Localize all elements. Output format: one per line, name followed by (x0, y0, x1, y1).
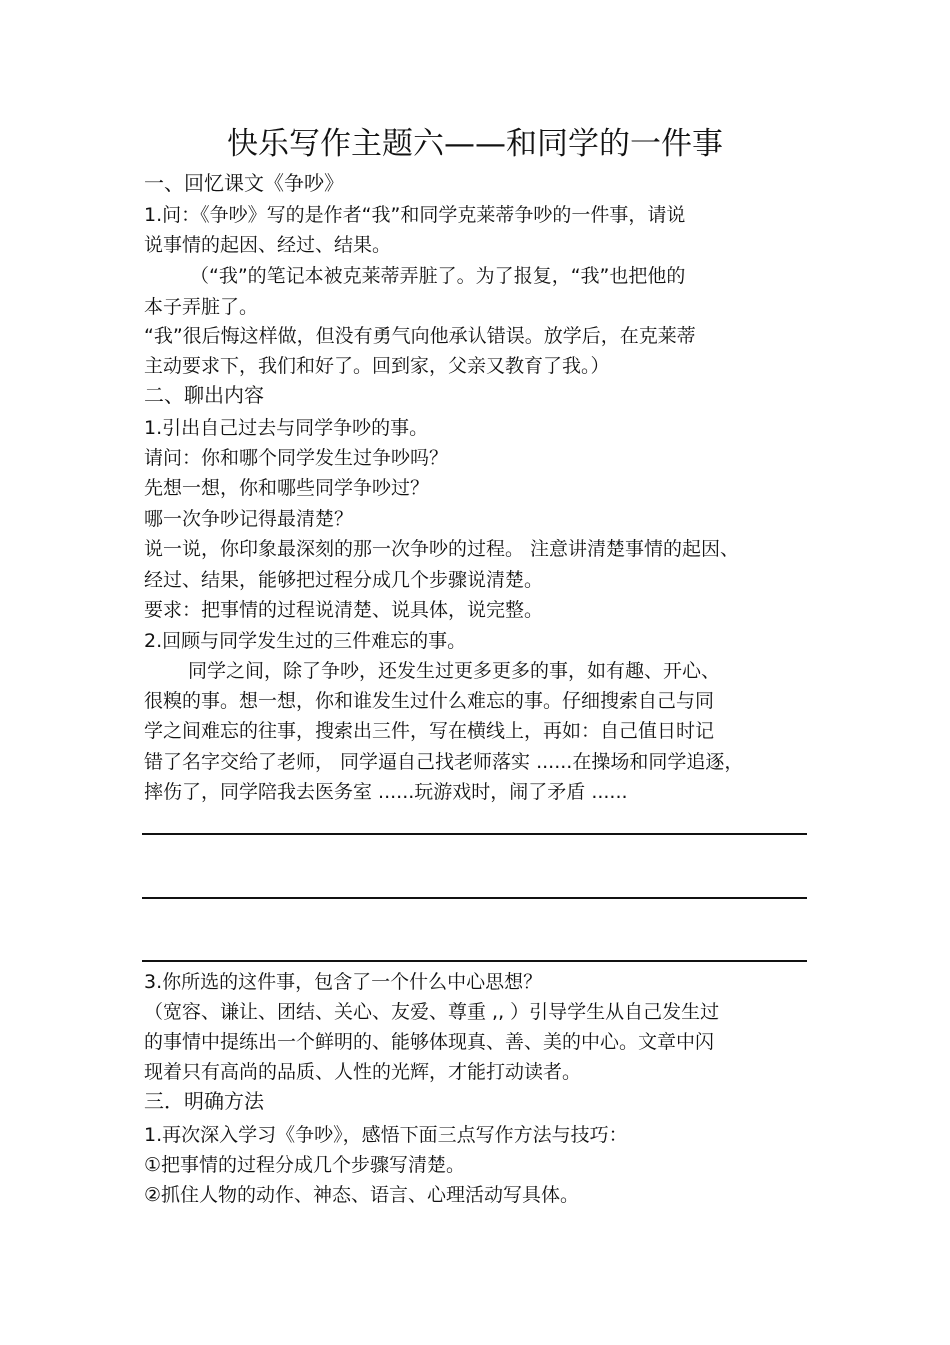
answer-line-3: “我”很后悔这样做，但没有勇气向他承认错误。放学后，在克莱蒂 (144, 325, 696, 347)
answer-line-4: 主动要求下，我们和好了。回到家，父亲又教育了我。） (144, 355, 610, 377)
prompt-line-3: 哪一次争吵记得最清楚？ (144, 508, 354, 530)
prompt-line-5: 经过、结果，能够把过程分成几个步骤说清楚。 (144, 569, 544, 591)
answer-line-2: 本子弄脏了。 (144, 296, 259, 318)
paragraph-line-4: 错了名字交给了老师， 同学逼自己找老师落实 ......在操场和同学追逐， (144, 751, 744, 773)
document-title: 快乐写作主题六——和同学的一件事 (227, 126, 723, 162)
section-heading-method: 三．明确方法 (144, 1089, 264, 1113)
answer-blank-line-3 (142, 960, 807, 962)
method-item-heading: 1.再次深入学习《争吵》，感悟下面三点写作方法与技巧： (144, 1124, 628, 1146)
prompt-line-4: 说一说，你印象最深刻的那一次争吵的过程。 注意讲清楚事情的起因、 (144, 538, 740, 560)
paragraph-line-5: 摔伤了，同学陪我去医务室 ......玩游戏时，闹了矛盾 ...... (144, 781, 628, 803)
paragraph-line-3: 学之间难忘的往事，搜索出三件，写在横线上，再如：自己值日时记 (144, 720, 715, 742)
answer-blank-line-1 (142, 833, 807, 835)
theme-line-2: 的事情中提练出一个鲜明的、能够体现真、善、美的中心。文章中闪 (144, 1031, 715, 1053)
prompt-line-1: 请问：你和哪个同学发生过争吵吗？ (144, 447, 449, 469)
question-1-line-1: 1.问：《争吵》写的是作者“我”和同学克莱蒂争吵的一件事，请说 (144, 204, 686, 226)
method-point-2: ②抓住人物的动作、神态、语言、心理活动写具体。 (144, 1184, 580, 1206)
theme-line-1: （宽容、谦让、团结、关心、友爱、尊重 ,, ）引导学生从自己发生过 (144, 1001, 720, 1023)
method-point-1: ①把事情的过程分成几个步骤写清楚。 (144, 1154, 466, 1176)
theme-line-3: 现着只有高尚的品质、人性的光辉，才能打动读者。 (144, 1061, 582, 1083)
section-heading-recall: 一、回忆课文《争吵》 (144, 171, 344, 195)
paragraph-line-2: 很糗的事。想一想，你和谁发生过什么难忘的事。仔细搜索自己与同 (144, 690, 715, 712)
paragraph-line-1: 同学之间，除了争吵，还发生过更多更多的事，如有趣、开心、 (188, 660, 721, 682)
prompt-line-2: 先想一想，你和哪些同学争吵过？ (144, 477, 430, 499)
section-heading-chat: 二、聊出内容 (144, 383, 264, 407)
answer-line-1: （“我”的笔记本被克莱蒂弄脏了。为了报复，“我”也把他的 (190, 265, 686, 287)
item-3-heading: 3.你所选的这件事，包含了一个什么中心思想？ (144, 971, 543, 993)
item-2-heading: 2.回顾与同学发生过的三件难忘的事。 (144, 630, 467, 652)
requirement-line: 要求：把事情的过程说清楚、说具体，说完整。 (144, 599, 544, 621)
answer-blank-line-2 (142, 897, 807, 899)
item-1-heading: 1.引出自己过去与同学争吵的事。 (144, 417, 429, 439)
question-1-line-2: 说事情的起因、经过、结果。 (144, 234, 392, 256)
